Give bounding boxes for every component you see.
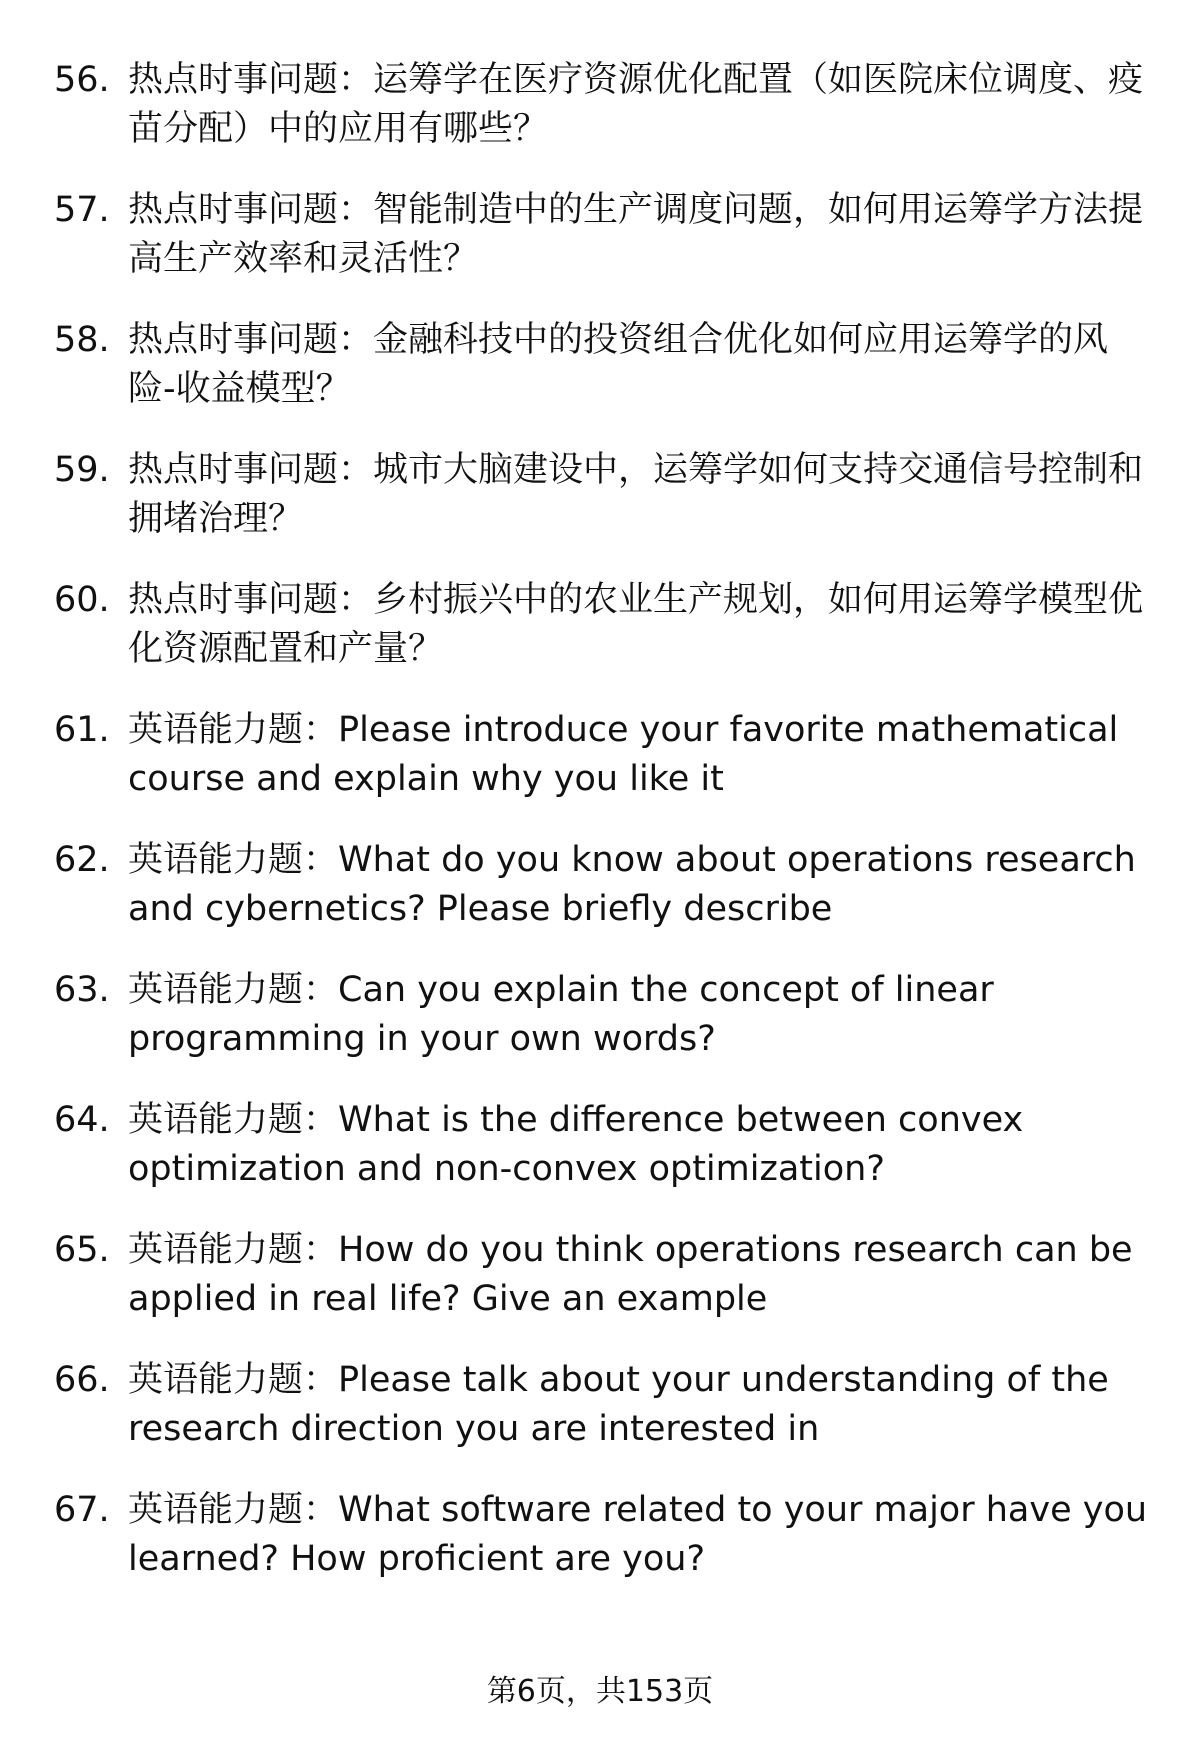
question-number: 63. bbox=[54, 970, 110, 1010]
page-number-label: 第6页，共153页 bbox=[486, 1674, 714, 1709]
question-number: 66. bbox=[54, 1360, 110, 1400]
question-number: 60. bbox=[54, 580, 110, 620]
question-text: 热点时事问题：乡村振兴中的农业生产规划，如何用运筹学模型优化资源配置和产量？ bbox=[128, 580, 1144, 669]
question-number: 57. bbox=[54, 190, 110, 230]
question-text: 英语能力题：Please talk about your understanding of the research direction you are interested in bbox=[128, 1360, 1109, 1449]
question-number: 59. bbox=[54, 450, 110, 490]
question-number: 58. bbox=[54, 320, 110, 360]
question-item bbox=[54, 576, 1154, 674]
question-item bbox=[54, 1096, 1154, 1194]
question-item bbox=[54, 316, 1154, 414]
question-text: 热点时事问题：金融科技中的投资组合优化如何应用运筹学的风险-收益模型？ bbox=[128, 320, 1109, 409]
question-item bbox=[54, 1356, 1154, 1454]
page-footer bbox=[0, 1672, 1200, 1712]
question-number: 64. bbox=[54, 1100, 110, 1140]
question-text: 热点时事问题：城市大脑建设中，运筹学如何支持交通信号控制和拥堵治理？ bbox=[128, 450, 1144, 539]
question-item bbox=[54, 836, 1154, 934]
question-number: 65. bbox=[54, 1230, 110, 1270]
question-text: 英语能力题：What software related to your major have you learned? How proficient are you? bbox=[128, 1490, 1148, 1579]
question-text: 英语能力题：What do you know about operations research and cybernetics? Please briefly describe bbox=[128, 840, 1136, 929]
question-text: 英语能力题：Can you explain the concept of linear programming in your own words? bbox=[128, 970, 994, 1059]
question-item bbox=[54, 186, 1154, 284]
question-number: 67. bbox=[54, 1490, 110, 1530]
question-number: 56. bbox=[54, 60, 110, 100]
question-text: 热点时事问题：智能制造中的生产调度问题，如何用运筹学方法提高生产效率和灵活性？ bbox=[128, 190, 1144, 279]
question-number: 61. bbox=[54, 710, 110, 750]
question-item bbox=[54, 56, 1154, 154]
question-number: 62. bbox=[54, 840, 110, 880]
question-list bbox=[54, 56, 1154, 1616]
question-item bbox=[54, 706, 1154, 804]
question-text: 英语能力题：What is the difference between convex optimization and non-convex optimization? bbox=[128, 1100, 1024, 1189]
question-item bbox=[54, 966, 1154, 1064]
question-item bbox=[54, 446, 1154, 544]
question-text: 热点时事问题：运筹学在医疗资源优化配置（如医院床位调度、疫苗分配）中的应用有哪些？ bbox=[128, 60, 1144, 149]
question-item bbox=[54, 1486, 1154, 1584]
question-text: 英语能力题：How do you think operations research can be applied in real life? Give an example bbox=[128, 1230, 1133, 1319]
question-item bbox=[54, 1226, 1154, 1324]
question-text: 英语能力题：Please introduce your favorite mathematical course and explain why you like it bbox=[128, 710, 1119, 799]
